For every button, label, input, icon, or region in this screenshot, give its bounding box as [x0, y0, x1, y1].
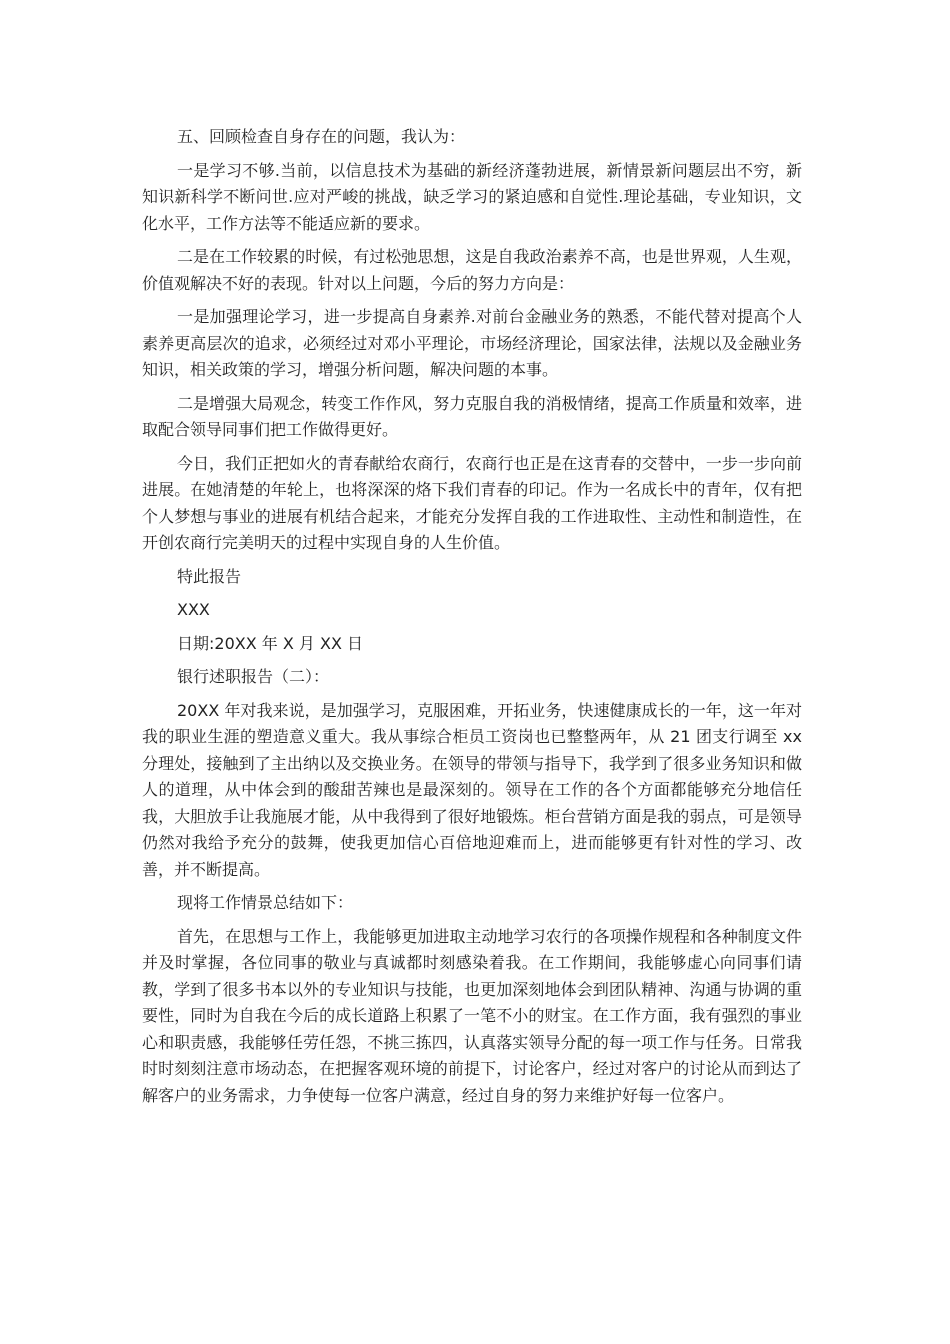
report-date: 日期:20XX 年 X 月 XX 日	[177, 633, 363, 653]
paragraph-overall-view: 二是增强大局观念，转变工作作风，努力克服自我的消极情绪，提高工作质量和效率，进取配合领导同事们把工作做得更好。	[142, 393, 802, 439]
paragraph-strengthen-theory: 一是加强理论学习，进一步提高自身素养.对前台金融业务的熟悉，不能代替对提高个人素养更高层次的追求，必须经过对邓小平理论，市场经济理论，国家法律，法规以及金融业务知识，相关政策的学习，增强分析问题，解决问题的本事。	[142, 307, 802, 379]
document-body	[142, 124, 802, 1116]
report-signature: XXX	[177, 600, 210, 619]
report-closing: 特此报告	[177, 566, 242, 586]
section-heading-problems: 五、回顾检查自身存在的问题，我认为：	[177, 127, 466, 146]
paragraph-youth-dedication: 今日，我们正把如火的青春献给农商行，农商行也正是在这青春的交替中，一步一步向前进展。在她清楚的年轮上，也将深深的烙下我们青春的印记。作为一名成长中的青年，仅有把个人梦想与事业的进展有机结合起来，才能充分发挥自我的工作进取性、主动性和制造性，在开创农商行完美明天的过程中实现自身的人生价值。	[142, 453, 802, 552]
paragraph-thought-and-work: 首先，在思想与工作上，我能够更加进取主动地学习农行的各项操作规程和各种制度文件并及时掌握，各位同事的敬业与真诚都时刻感染着我。在工作期间，我能够虚心向同事们请教，学到了很多书本以外的专业知识与技能，也更加深刻地体会到团队精神、沟通与协调的重要性，同时为自我在今后的成长道路上积累了一笔不小的财宝。在工作方面，我有强烈的事业心和职责感，我能够任劳任怨，不挑三拣四，认真落实领导分配的每一项工作与任务。日常我时时刻刻注意市场动态，在把握客观环境的前提下，讨论客户，经过对客户的讨论从而到达了解客户的业务需求，力争使每一位客户满意，经过自身的努力来维护好每一位客户。	[142, 926, 802, 1105]
paragraph-learning-insufficient: 一是学习不够.当前，以信息技术为基础的新经济蓬勃进展，新情景新问题层出不穷，新知识新科学不断问世.应对严峻的挑战，缺乏学习的紧迫感和自觉性.理论基础，专业知识，文化水平，工作方法等不能适应新的要求。	[142, 160, 802, 233]
report-two-title: 银行述职报告（二）：	[177, 667, 330, 686]
paragraph-summary-intro: 现将工作情景总结如下：	[177, 893, 354, 912]
paragraph-year-summary: 20XX 年对我来说，是加强学习，克服困难，开拓业务，快速健康成长的一年，这一年对我的职业生涯的塑造意义重大。我从事综合柜员工资岗也已整整两年，从 21 团支行调至 xx 分理处，接触到了主出纳以及交换业务。在领导的带领与指导下，我学到了很多业务知识和做人的道理，从中体会到的酸甜苦辣也是最深刻的。领导在工作的各个方面都能够充分地信任我，大胆放手让我施展才能，从中我得到了很好地锻炼。柜台营销方面是我的弱点，可是领导仍然对我给予充分的鼓舞，使我更加信心百倍地迎难而上，进而能够更有针对性的学习、改善，并不断提高。	[142, 700, 802, 879]
paragraph-slack-thinking: 二是在工作较累的时候，有过松弛思想，这是自我政治素养不高，也是世界观，人生观，价值观解决不好的表现。针对以上问题，今后的努力方向是：	[142, 247, 802, 293]
